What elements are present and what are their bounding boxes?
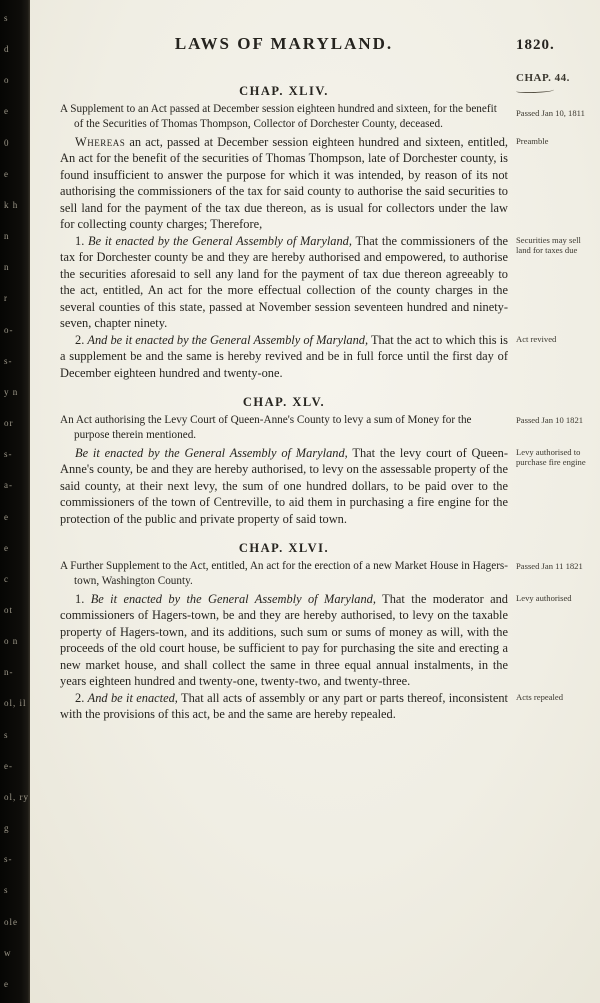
- spine-fragment: e-: [4, 760, 13, 771]
- margin-note: Acts repealed: [516, 691, 564, 702]
- margin-passed-date: Passed Jan 10, 1811: [516, 108, 585, 118]
- paragraph: [60, 690, 508, 723]
- italic-lead: And be it enacted,: [87, 690, 178, 705]
- paragraph: [60, 332, 508, 382]
- paragraph-row: [60, 332, 596, 382]
- margin-note: Levy authorised to purchase fire engine: [516, 446, 586, 468]
- spine-fragment: e: [4, 168, 9, 179]
- paragraph-text: That the moderator and commissioners of Hagers-town, be and they are hereby authorised, to levy on the taxable property of Hagers-town, and its additions, such sum or sums of money as will, with the proceeds of the old court house, be sufficient to pay for purchasing the site and erecting a new market house, and shall collect the same in three equal annual instalments, in the years eighteen hundred and twenty-one, twenty-two, and twenty-three.: [60, 591, 509, 689]
- spine-fragment: ole: [4, 916, 18, 927]
- paragraph-number: 1.: [75, 591, 91, 606]
- paragraph: [60, 134, 508, 233]
- spine-fragment: or: [4, 418, 14, 429]
- paragraph-number: 2.: [75, 332, 88, 347]
- spine-fragment: n: [4, 231, 10, 242]
- margin-passed-date: Passed Jan 10 1821: [516, 415, 584, 426]
- spine-fragment: g: [4, 823, 10, 834]
- spine-fragment: c: [4, 573, 9, 584]
- italic-lead: Be it enacted by the General Assembly of Maryland,: [88, 233, 352, 248]
- chapter-44-title-row: [60, 102, 596, 134]
- spine-fragment: a-: [4, 480, 13, 491]
- chapter-title: An Act authorising the Levy Court of Queen-Anne's County to levy a sum of Money for the purpose therein mentioned.: [60, 414, 472, 441]
- margin-note: Securities may sell land for taxes due: [516, 234, 581, 256]
- spine-fragment: n-: [4, 667, 14, 678]
- paragraph-text: That the levy court of Queen-Anne's county, be and they are hereby authorised, to levy on the assessable property of the said county, at their next levy, the sum of one hundred dollars, to be paid over to the commissioners of the town of Centreville, to aid them in purchasing a fire engine for the protection of the public and private property of said town.: [60, 445, 508, 526]
- chapter-45-title-row: [60, 413, 596, 445]
- spine-fragment: s-: [4, 449, 13, 460]
- chapter-46-heading-row: [60, 527, 596, 559]
- spine: [0, 0, 30, 1003]
- paragraph: [60, 591, 508, 690]
- paragraph-text: That the act to which this is a supplement be and the same is hereby revived and be in full force until the first day of December eighteen hundred and twenty-one.: [60, 332, 508, 380]
- paragraph-text: That all acts of assembly or any part or parts thereof, inconsistent with the provisions of this act, be and the same are hereby repealed.: [60, 690, 508, 722]
- paragraph-number: 2.: [75, 690, 88, 705]
- spine-fragment: ol, ry: [4, 791, 29, 802]
- paragraph-row: [60, 134, 596, 233]
- paragraph-text: an act, passed at December session eighteen hundred and sixteen, entitled, An act for the benefit of the securities of Thomas Thompson, late of Dorchester county, is found insufficient to answer the purpose for which it was intended, by reason of its not authorising the commissioners of the tax for said county to authorise the said securities to sell land for the payment of the tax due thereon, as is usual for collectors under the law for collecting county charges; Therefore,: [60, 134, 508, 232]
- chapter-46-title-row: [60, 559, 596, 591]
- paragraph-row: [60, 591, 596, 690]
- spine-fragment: w: [4, 947, 12, 958]
- spine-fragment: r: [4, 293, 8, 304]
- page-number: 1820.: [516, 37, 555, 53]
- margin-note: Levy authorised: [516, 592, 572, 603]
- spine-fragment: e: [4, 978, 9, 989]
- spine-fragment: s: [4, 13, 9, 23]
- running-head: [60, 34, 596, 54]
- italic-lead: Be it enacted by the General Assembly of Maryland,: [75, 445, 348, 460]
- spine-fragment: ol, il: [4, 698, 27, 709]
- italic-lead: Be it enacted by the General Assembly of Maryland,: [90, 591, 376, 606]
- chapter-heading: CHAP. XLV.: [242, 395, 326, 410]
- margin-note: Preamble: [516, 135, 549, 146]
- margin-rule: [516, 87, 554, 93]
- chapter-heading: CHAP. XLVI.: [238, 541, 330, 556]
- smallcaps-lead: Whereas: [75, 134, 126, 149]
- spine-fragment: e: [4, 542, 9, 553]
- spine-fragment: e: [4, 106, 9, 117]
- margin-note: Act revived: [516, 333, 557, 344]
- paragraph-number: 1.: [75, 233, 89, 248]
- spine-fragment: y n: [4, 386, 19, 397]
- chapter-title: A Supplement to an Act passed at December session eighteen hundred and sixteen, for the benefit of the Securities of Thomas Thompson, Collector of Dorchester County, deceased.: [60, 103, 497, 130]
- margin-spacer: [516, 527, 596, 529]
- chapter-45-heading-row: [60, 381, 596, 413]
- paragraph: [60, 445, 508, 528]
- spine-fragment: s-: [4, 355, 13, 366]
- spine-fragment: ot: [4, 604, 14, 615]
- spine-fragment: o n: [4, 636, 19, 647]
- spine-fragment: e: [4, 511, 9, 522]
- paragraph-text: That the commissioners of the tax for Dorchester county be and they are hereby authorised and empowered, to authorise the securities aforesaid to sell any land for the payment of tax due thereon agreeably to the act, entitled, An act for the more effectual collection of the county charges in the several counties of this state, passed at November session seventeen hundred and ninety-seven, chapter ninety.: [60, 233, 509, 331]
- paragraph-row: [60, 445, 596, 528]
- spine-fragment: k h: [4, 199, 19, 210]
- margin-spacer: [516, 381, 596, 383]
- page-body: [30, 0, 600, 1003]
- spine-fragment: o-: [4, 324, 14, 335]
- margin-chapter-block: [516, 70, 596, 93]
- page-title: LAWS OF MARYLAND.: [174, 34, 394, 53]
- margin-chapter-label: CHAP. 44.: [516, 72, 570, 84]
- italic-lead: And be it enacted by the General Assembly of Maryland,: [87, 332, 369, 347]
- spine-fragment: 0: [4, 137, 10, 148]
- spine-fragment: n: [4, 262, 10, 273]
- spine-fragment: d: [4, 44, 10, 55]
- spine-fragment: s: [4, 885, 9, 896]
- paragraph-row: [60, 690, 596, 723]
- chapter-44-heading-row: [60, 70, 596, 102]
- margin-passed-date: Passed Jan 11 1821: [516, 561, 583, 572]
- chapter-heading: CHAP. XLIV.: [239, 84, 329, 98]
- paragraph: [60, 233, 508, 332]
- paragraph-row: [60, 233, 596, 332]
- chapter-title: A Further Supplement to the Act, entitled, An act for the erection of a new Market House in Hagers-town, Washington County.: [60, 560, 508, 587]
- spine-fragment: s: [4, 729, 9, 740]
- spine-fragment: s-: [4, 854, 13, 865]
- spine-fragment: o: [4, 75, 10, 86]
